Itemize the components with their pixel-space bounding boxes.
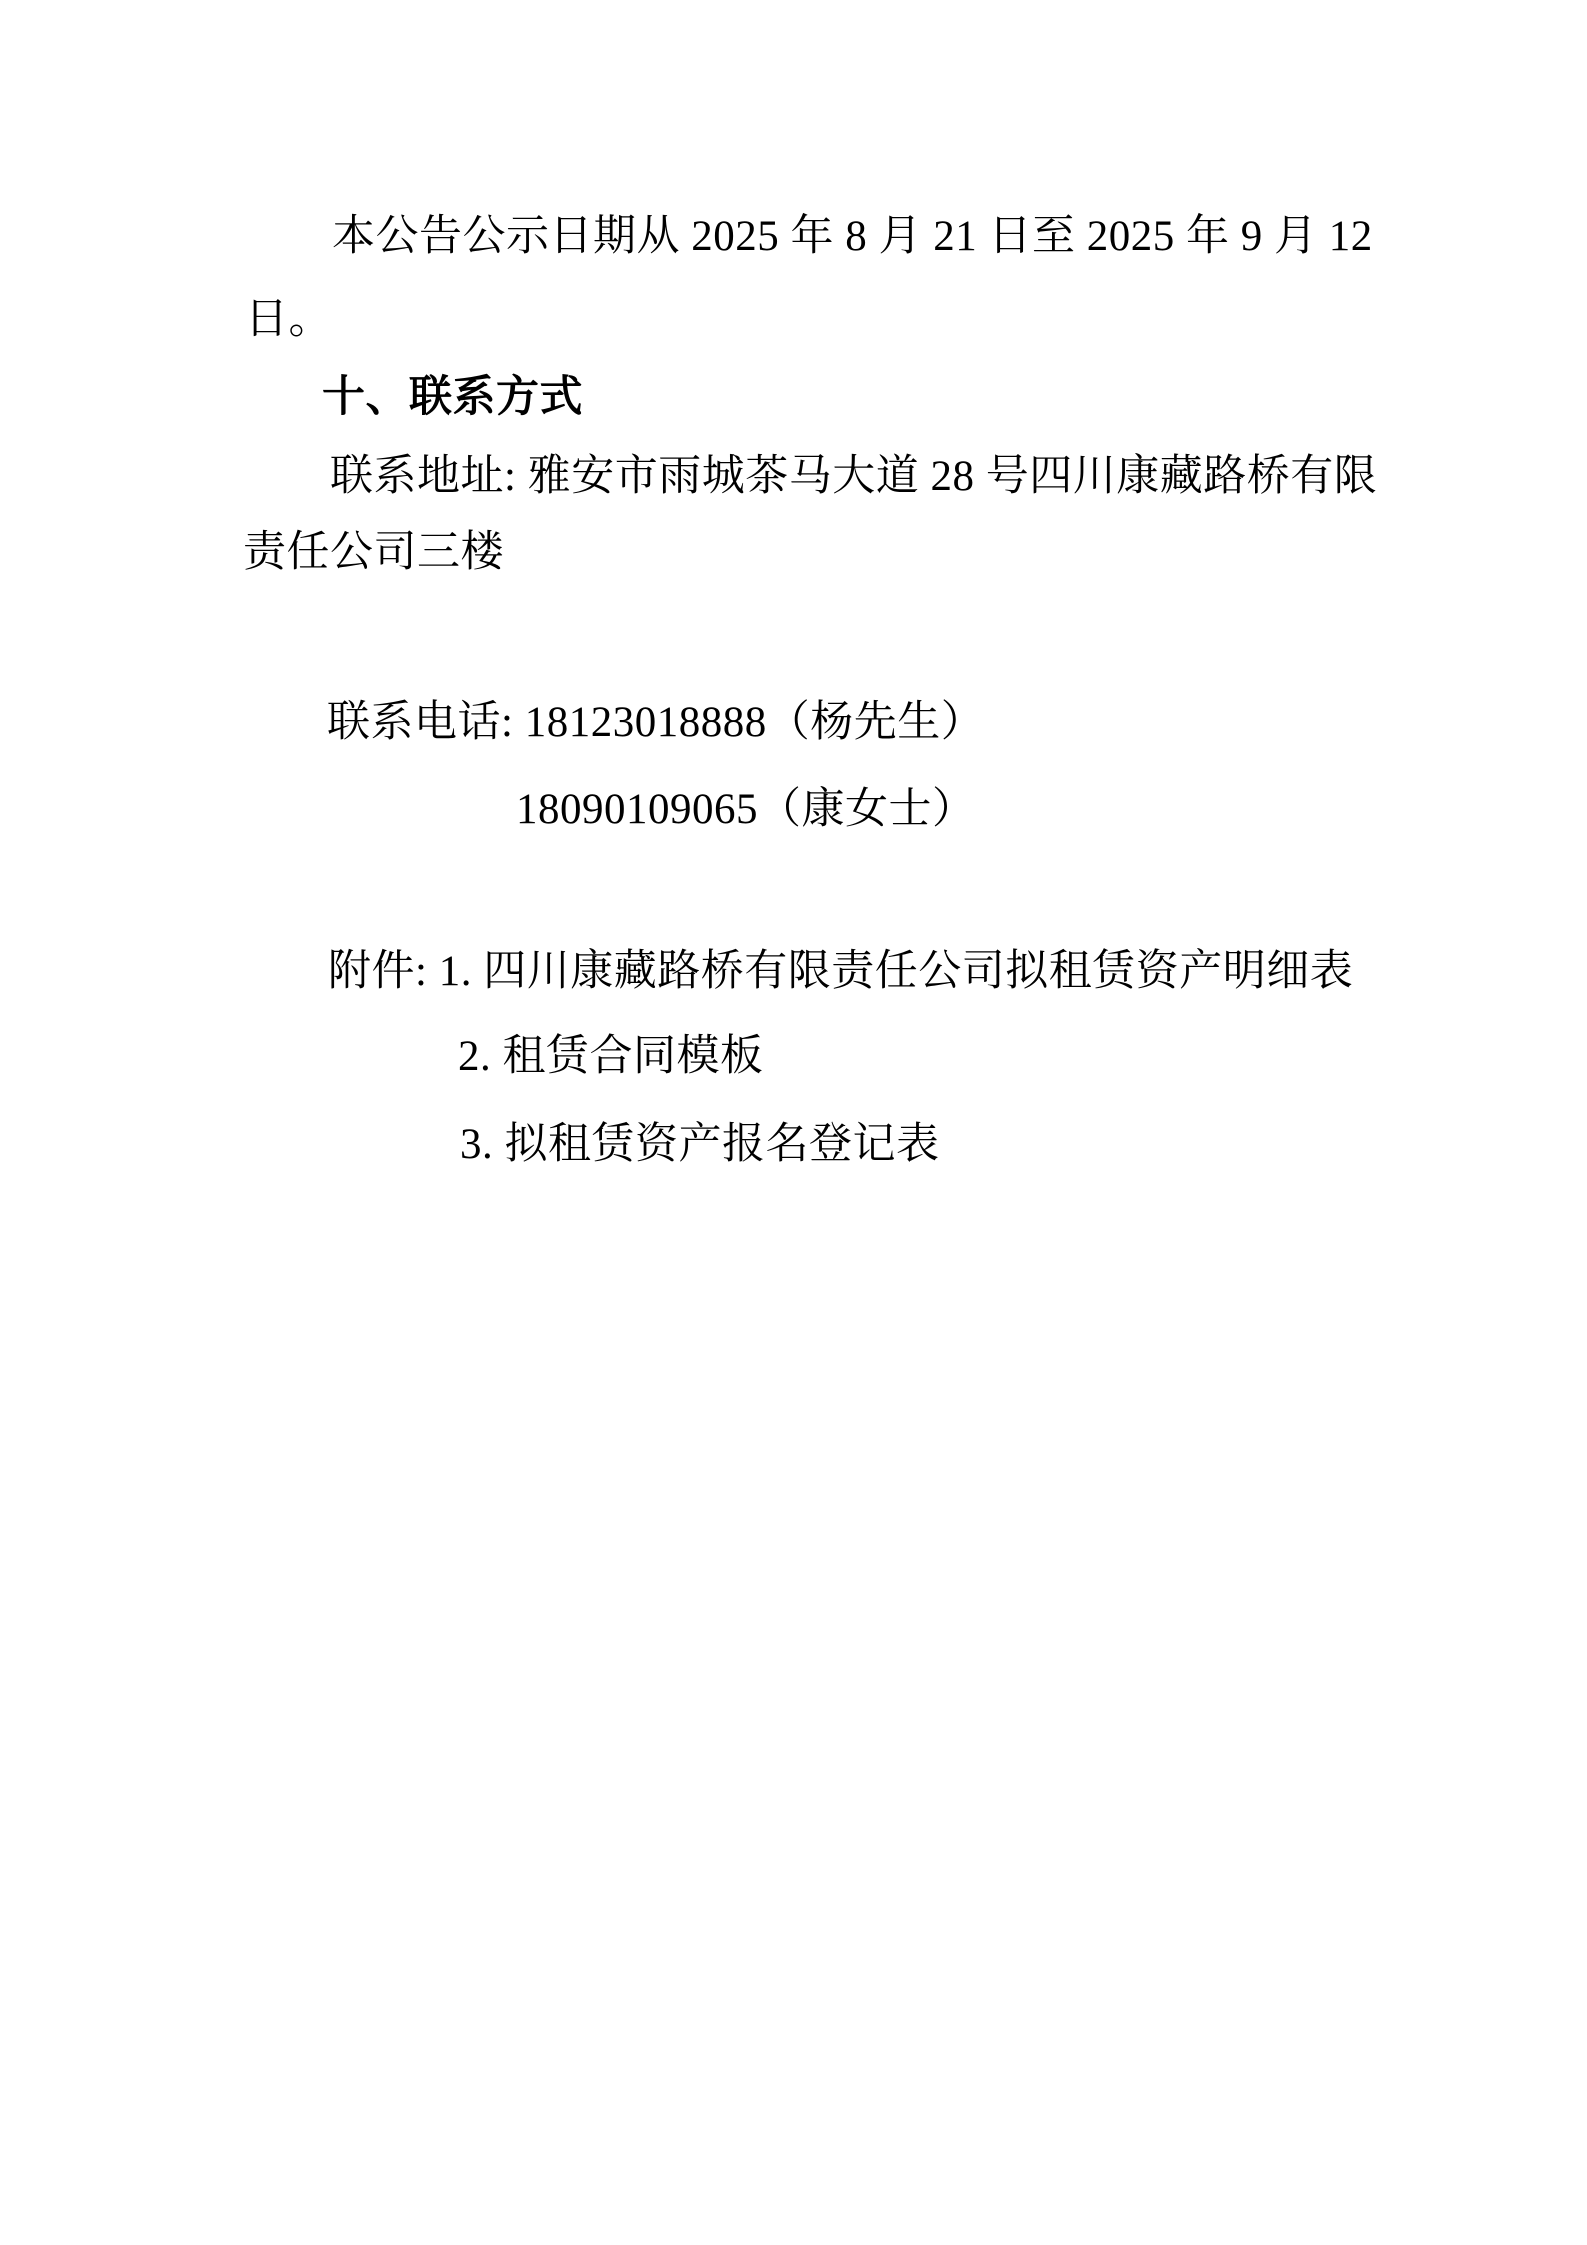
contact-phone-line-2: 18090109065（康女士）: [516, 786, 976, 833]
section-heading-contact: 十、联系方式: [322, 373, 583, 421]
contact-address-line-1: 联系地址: 雅安市雨城茶马大道 28 号四川康藏路桥有限: [330, 453, 1378, 500]
notice-period-line-1: 本公告公示日期从 2025 年 8 月 21 日至 2025 年 9 月 12: [332, 213, 1373, 260]
notice-period-line-2: 日。: [245, 296, 332, 343]
attachments-line-1: [328, 948, 1353, 995]
attachment-item-2: 2. 租赁合同模板: [458, 1033, 764, 1080]
contact-phone-line-1: 联系电话: 18123018888（杨先生）: [327, 699, 985, 746]
attachment-item-1: 1. 四川康藏路桥有限责任公司拟租赁资产明细表: [438, 948, 1354, 995]
attachment-item-3: 3. 拟租赁资产报名登记表: [460, 1121, 940, 1168]
attachments-label: 附件:: [328, 948, 439, 995]
contact-address-line-2: 责任公司三楼: [243, 529, 504, 576]
